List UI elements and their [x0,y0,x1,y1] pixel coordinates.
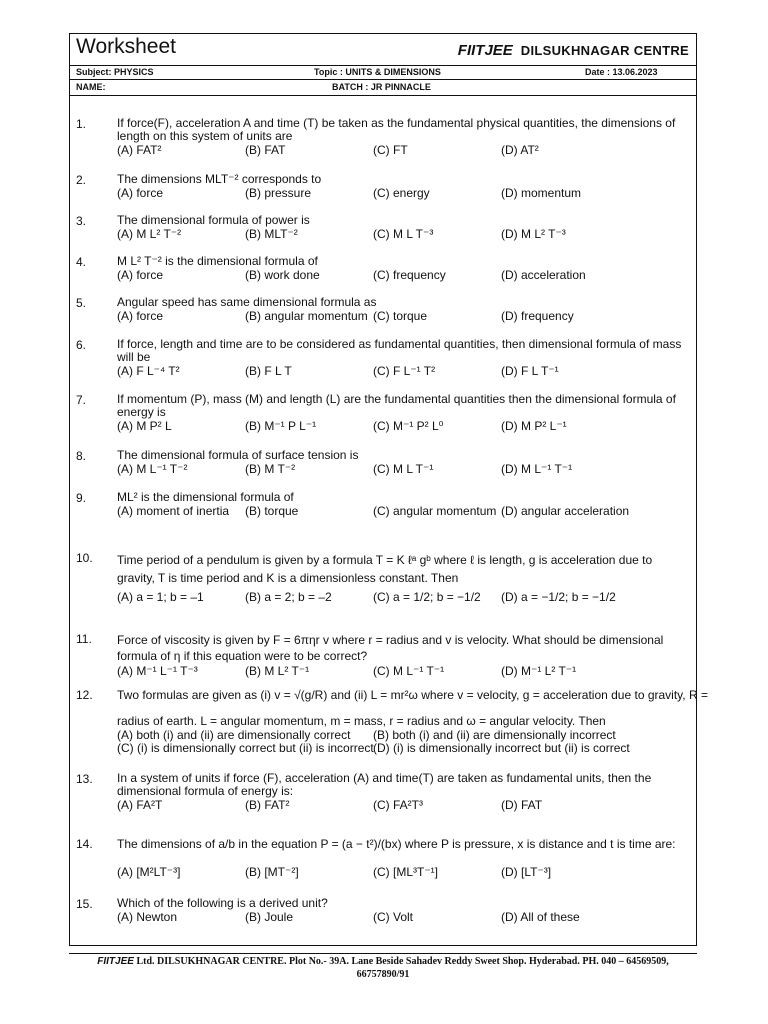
option: (B) pressure [245,186,312,200]
option: (B) M T⁻² [245,462,296,476]
option: (C) torque [373,309,428,323]
option: (D) frequency [501,309,574,323]
question-text: The dimensions MLT⁻² corresponds to [117,172,322,186]
footer-logo: FIITJEE [97,956,134,967]
question-text: ML² is the dimensional formula of [117,490,294,504]
question-number: 13. [76,772,93,786]
question-number: 10. [76,551,93,565]
question-number: 2. [76,173,87,187]
batch-label: BATCH : JR PINNACLE [332,82,431,92]
footer-phone: 66757890/91 [356,969,410,980]
option: (C) energy [373,186,430,200]
option: (A) FAT² [117,143,162,157]
option: (C) Volt [373,910,414,924]
question-text: If force(F), acceleration A and time (T) be taken as the fundamental physical quantities, the dimensions of length on this system of units are [117,116,676,143]
divider [70,95,696,96]
question-number: 14. [76,837,93,851]
option: (C) M L⁻¹ T⁻¹ [373,664,445,678]
option: (B) torque [245,504,299,518]
worksheet-header [70,34,696,64]
page-title: Worksheet [76,35,176,58]
option: (C) FA²T³ [373,798,423,812]
name-label: NAME: [76,82,106,92]
option: (C) angular momentum [373,504,497,518]
option: (A) both (i) and (ii) are dimensionally correct [117,728,351,742]
option: (A) F L⁻⁴ T² [117,364,180,378]
option: (B) Joule [245,910,294,924]
question-number: 3. [76,214,87,228]
question-number: 15. [76,897,93,911]
option: (B) a = 2; b = –2 [245,590,332,604]
option: (D) (i) is dimensionally incorrect but (ii) is correct [373,741,630,755]
option: (D) FAT [501,798,543,812]
question-number: 12. [76,688,93,702]
option: (B) MLT⁻² [245,227,298,241]
brand-centre: DILSUKHNAGAR CENTRE [520,43,689,58]
option: (D) momentum [501,186,582,200]
option: (B) angular momentum [245,309,368,323]
question-number: 4. [76,255,87,269]
question-text: If force, length and time are to be considered as fundamental quantities, then dimensional formula of mass will be [117,337,682,364]
option: (D) All of these [501,910,580,924]
topic-label: Topic : UNITS & DIMENSIONS [314,67,441,77]
option: (D) a = −1/2; b = −1/2 [501,590,616,604]
footer-address: Ltd. DILSUKHNAGAR CENTRE. Plot No.- 39A. Lane Beside Sahadev Reddy Sweet Shop. Hyderabad. PH. 040 – 64569509, [133,956,669,967]
option: (B) FAT² [245,798,290,812]
option: (B) work done [245,268,320,282]
question-number: 9. [76,491,87,505]
divider [70,79,696,80]
question-text: M L² T⁻² is the dimensional formula of [117,254,318,268]
question-number: 8. [76,449,87,463]
option: (A) force [117,268,164,282]
divider [70,65,696,66]
option: (C) [ML³T⁻¹] [373,865,438,879]
brand-logo: FIITJEE [457,42,513,59]
question-number: 7. [76,393,87,407]
option: (A) force [117,186,164,200]
question-number: 1. [76,117,87,131]
question-text: The dimensional formula of power is [117,213,310,227]
option: (B) M⁻¹ P L⁻¹ [245,419,317,433]
question-number: 6. [76,338,87,352]
option: (A) moment of inertia [117,504,230,518]
option: (C) M L T⁻¹ [373,462,434,476]
option: (B) both (i) and (ii) are dimensionally incorrect [373,728,616,742]
option: (D) AT² [501,143,539,157]
option: (A) M⁻¹ L⁻¹ T⁻³ [117,664,198,678]
option: (B) [MT⁻²] [245,865,299,879]
option: (A) [M²LT⁻³] [117,865,181,879]
question-text: Two formulas are given as (i) v = √(g/R) and (ii) L = mr²ω where v = velocity, g = acceleration due to gravity, R = [117,688,708,702]
option: (A) force [117,309,164,323]
option: (C) F L⁻¹ T² [373,364,436,378]
option: (A) a = 1; b = –1 [117,590,204,604]
question-text: Angular speed has same dimensional formula as [117,295,377,309]
question-number: 11. [76,632,92,646]
option: (D) M P² L⁻¹ [501,419,567,433]
option: (A) Newton [117,910,178,924]
footer-divider [69,953,697,954]
date-label: Date : 13.06.2023 [585,67,658,77]
question-text: Force of viscosity is given by F = 6πηr v where r = radius and v is velocity. What should be dimensional formula of η if this equation were to be correct? [117,633,664,663]
option: (A) M L⁻¹ T⁻² [117,462,188,476]
option: (D) M L² T⁻³ [501,227,566,241]
option: (D) F L T⁻¹ [501,364,559,378]
option: (D) M L⁻¹ T⁻¹ [501,462,573,476]
option: (C) (i) is dimensionally correct but (ii) is incorrect [117,741,374,755]
option: (D) [LT⁻³] [501,865,552,879]
option: (C) a = 1/2; b = −1/2 [373,590,481,604]
worksheet-page [69,33,708,946]
option: (A) M L² T⁻² [117,227,182,241]
option: (C) FT [373,143,408,157]
option: (D) M⁻¹ L² T⁻¹ [501,664,577,678]
question-text: radius of earth. L = angular momentum, m = mass, r = radius and ω = angular velocity. Then [117,714,606,728]
option: (B) F L T [245,364,292,378]
option: (D) angular acceleration [501,504,630,518]
footer [69,955,697,981]
option: (A) FA²T [117,798,163,812]
option: (C) frequency [373,268,446,282]
question-text: Time period of a pendulum is given by a formula T = K ℓᵃ gᵇ where ℓ is length, g is acceleration due to gravity, T is time period and K is a dimensionless constant. Then [117,553,653,585]
option: (B) M L² T⁻¹ [245,664,310,678]
question-text: If momentum (P), mass (M) and length (L) are the fundamental quantities then the dimensional formula of energy is [117,392,676,419]
option: (B) FAT [245,143,286,157]
option: (D) acceleration [501,268,586,282]
option: (C) M L T⁻³ [373,227,434,241]
option: (C) M⁻¹ P² L⁰ [373,419,444,433]
question-text: In a system of units if force (F), acceleration (A) and time(T) are taken as fundamental units, then the dimensional formula of energy is: [117,771,652,798]
brand [458,42,689,59]
subject-label: Subject: PHYSICS [76,67,154,77]
question-text: The dimensions of a/b in the equation P = (a − t²)/(bx) where P is pressure, x is distance and t is time are: [117,837,676,851]
question-text: The dimensional formula of surface tension is [117,448,359,462]
option: (A) M P² L [117,419,172,433]
question-number: 5. [76,296,87,310]
question-text: Which of the following is a derived unit? [117,896,328,910]
